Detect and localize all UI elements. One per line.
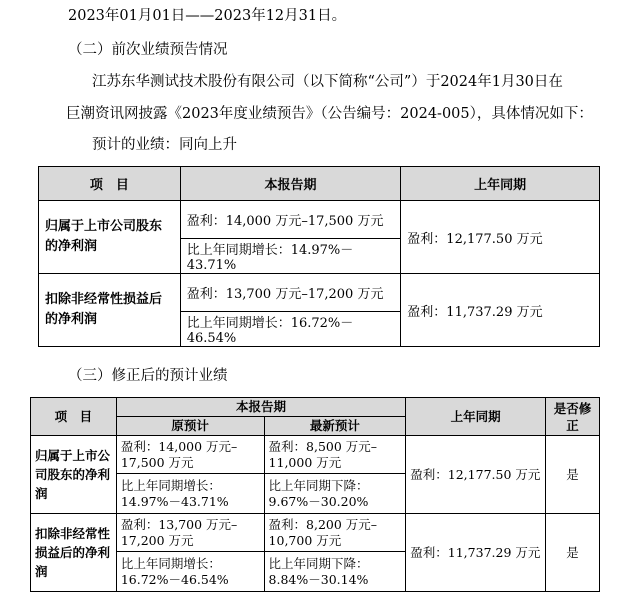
row-label: 扣除非经常性损益后的净利润 xyxy=(39,274,181,347)
header-latest-forecast: 最新预计 xyxy=(264,417,406,436)
forecast-line: 预计的业绩：同向上升 xyxy=(92,137,237,153)
para1-line2: 巨潮资讯网披露《2023年度业绩预告》（公告编号：2024-005），具体情况如下： xyxy=(66,106,593,122)
revised-flag: 是 xyxy=(546,514,600,592)
growth-range: 比上年同期增长：14.97%－43.71% xyxy=(180,239,401,274)
row-label: 归属于上市公司股东的净利润 xyxy=(39,201,181,274)
header-item: 项 目 xyxy=(39,167,181,201)
profit-range: 盈利：14,000 万元–17,500 万元 xyxy=(180,201,401,239)
latest-profit: 盈利：8,200 万元–10,700 万元 xyxy=(264,514,406,552)
header-original-forecast: 原预计 xyxy=(116,417,264,436)
table-row xyxy=(31,514,600,552)
latest-profit: 盈利：8,500 万元–11,000 万元 xyxy=(264,436,406,474)
revised-forecast-table xyxy=(30,397,600,592)
table-row xyxy=(39,274,600,312)
header-prior-period: 上年同期 xyxy=(401,167,600,201)
prior-value: 盈利：11,737.29 万元 xyxy=(401,274,600,347)
latest-change: 比上年同期下降：9.67%－30.20% xyxy=(264,474,406,514)
table-row xyxy=(31,436,600,474)
header-revised: 是否修正 xyxy=(546,398,600,436)
table-header-row xyxy=(31,398,600,417)
table-header-row xyxy=(39,167,600,201)
section2-heading: （二）前次业绩预告情况 xyxy=(68,42,228,58)
period-line: 2023年01月01日——2023年12月31日。 xyxy=(68,8,347,24)
table-row xyxy=(39,201,600,239)
header-prior-period: 上年同期 xyxy=(406,398,546,436)
profit-range: 盈利：13,700 万元–17,200 万元 xyxy=(180,274,401,312)
growth-range: 比上年同期增长：16.72%－46.54% xyxy=(180,312,401,347)
row-label: 归属于上市公司股东的净利润 xyxy=(31,436,117,514)
prior-value: 盈利：11,737.29 万元 xyxy=(406,514,546,592)
original-profit: 盈利：14,000 万元–17,500 万元 xyxy=(116,436,264,474)
header-current-period: 本报告期 xyxy=(180,167,401,201)
header-current-period: 本报告期 xyxy=(116,398,405,417)
revised-flag: 是 xyxy=(546,436,600,514)
prior-value: 盈利：12,177.50 万元 xyxy=(401,201,600,274)
row-label: 扣除非经常性损益后的净利润 xyxy=(31,514,117,592)
original-change: 比上年同期增长：16.72%－46.54% xyxy=(116,552,264,592)
original-change: 比上年同期增长：14.97%－43.71% xyxy=(116,474,264,514)
prior-value: 盈利：12,177.50 万元 xyxy=(406,436,546,514)
prior-forecast-table xyxy=(38,166,600,347)
para1-line1: 江苏东华测试技术股份有限公司（以下简称“公司”）于2024年1月30日在 xyxy=(92,74,563,90)
latest-change: 比上年同期下降：8.84%－30.14% xyxy=(264,552,406,592)
original-profit: 盈利：13,700 万元–17,200 万元 xyxy=(116,514,264,552)
section3-heading: （三）修正后的预计业绩 xyxy=(68,368,228,384)
header-item: 项 目 xyxy=(31,398,117,436)
